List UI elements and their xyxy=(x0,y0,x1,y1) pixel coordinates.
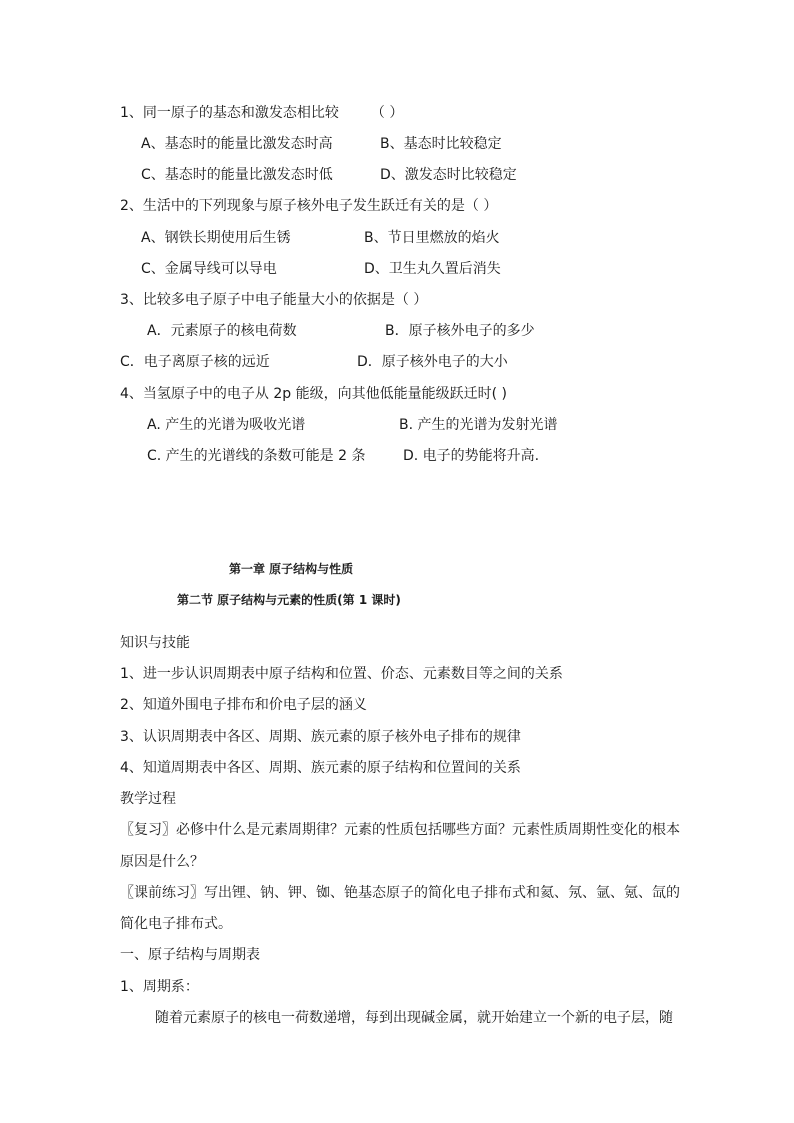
question-1-option-a: A、基态时的能量比激发态时高 xyxy=(141,136,333,152)
review-line-1: 〖复习〗必修中什么是元素周期律？元素的性质包括哪些方面？元素性质周期性变化的根本 xyxy=(120,822,680,838)
goals-title: 知识与技能 xyxy=(120,635,190,651)
paragraph-line-1: 随着元素原子的核电一荷数递增，每到出现碱金属，就开始建立一个新的电子层，随 xyxy=(155,1010,673,1026)
question-3-option-b: B．原子核外电子的多少 xyxy=(385,323,535,339)
lesson-heading: 第二节 原子结构与元素的性质(第 1 课时) xyxy=(177,593,401,607)
goal-item-2: 2、知道外围电子排布和价电子层的涵义 xyxy=(120,697,367,713)
question-1-option-c: C、基态时的能量比激发态时低 xyxy=(141,167,333,183)
question-2-option-b: B、节日里燃放的焰火 xyxy=(364,230,500,246)
question-4-stem: 4、当氢原子中的电子从 2p 能级，向其他低能量能级跃迁时( ) xyxy=(120,386,507,402)
goal-item-1: 1、进一步认识周期表中原子结构和位置、价态、元素数目等之间的关系 xyxy=(120,666,563,682)
question-4-option-d: D. 电子的势能将升高. xyxy=(403,448,540,464)
review-line-2: 原因是什么？ xyxy=(120,854,204,870)
process-title: 教学过程 xyxy=(120,791,176,807)
question-2-stem: 2、生活中的下列现象与原子核外电子发生跃迁有关的是（ ） xyxy=(120,198,498,214)
practice-line-2: 简化电子排布式。 xyxy=(120,916,232,932)
practice-line-1: 〖课前练习〗写出锂、钠、钾、铷、铯基态原子的简化电子排布式和氦、氖、氩、氪、氙的 xyxy=(120,885,680,901)
goal-item-4: 4、知道周期表中各区、周期、族元素的原子结构和位置间的关系 xyxy=(120,760,521,776)
question-3-option-c: C．电子离原子核的远近 xyxy=(120,354,270,370)
question-4-option-a: A. 产生的光谱为吸收光谱 xyxy=(147,417,306,433)
chapter-heading: 第一章 原子结构与性质 xyxy=(229,562,354,576)
question-3-option-d: D．原子核外电子的大小 xyxy=(357,354,508,370)
question-1-option-b: B、基态时比较稳定 xyxy=(380,136,502,152)
question-3-stem: 3、比较多电子原子中电子能量大小的依据是（ ） xyxy=(120,292,428,308)
item-1-title: 1、周期系： xyxy=(120,979,199,995)
part-1-title: 一、原子结构与周期表 xyxy=(120,947,260,963)
goal-item-3: 3、认识周期表中各区、周期、族元素的原子核外电子排布的规律 xyxy=(120,729,521,745)
question-3-option-a: A．元素原子的核电荷数 xyxy=(147,323,297,339)
question-2-option-a: A、钢铁长期使用后生锈 xyxy=(141,230,291,246)
question-1 xyxy=(120,104,403,122)
question-1-option-d: D、激发态时比较稳定 xyxy=(380,167,517,183)
question-2-option-c: C、金属导线可以导电 xyxy=(141,261,277,277)
question-4-option-c: C. 产生的光谱线的条数可能是 2 条 xyxy=(147,448,366,464)
question-1-answer-blank: （ ） xyxy=(370,105,404,121)
question-4-option-b: B. 产生的光谱为发射光谱 xyxy=(399,417,558,433)
question-1-stem: 1、同一原子的基态和激发态相比较 xyxy=(120,105,339,121)
question-2-option-d: D、卫生丸久置后消失 xyxy=(364,261,501,277)
